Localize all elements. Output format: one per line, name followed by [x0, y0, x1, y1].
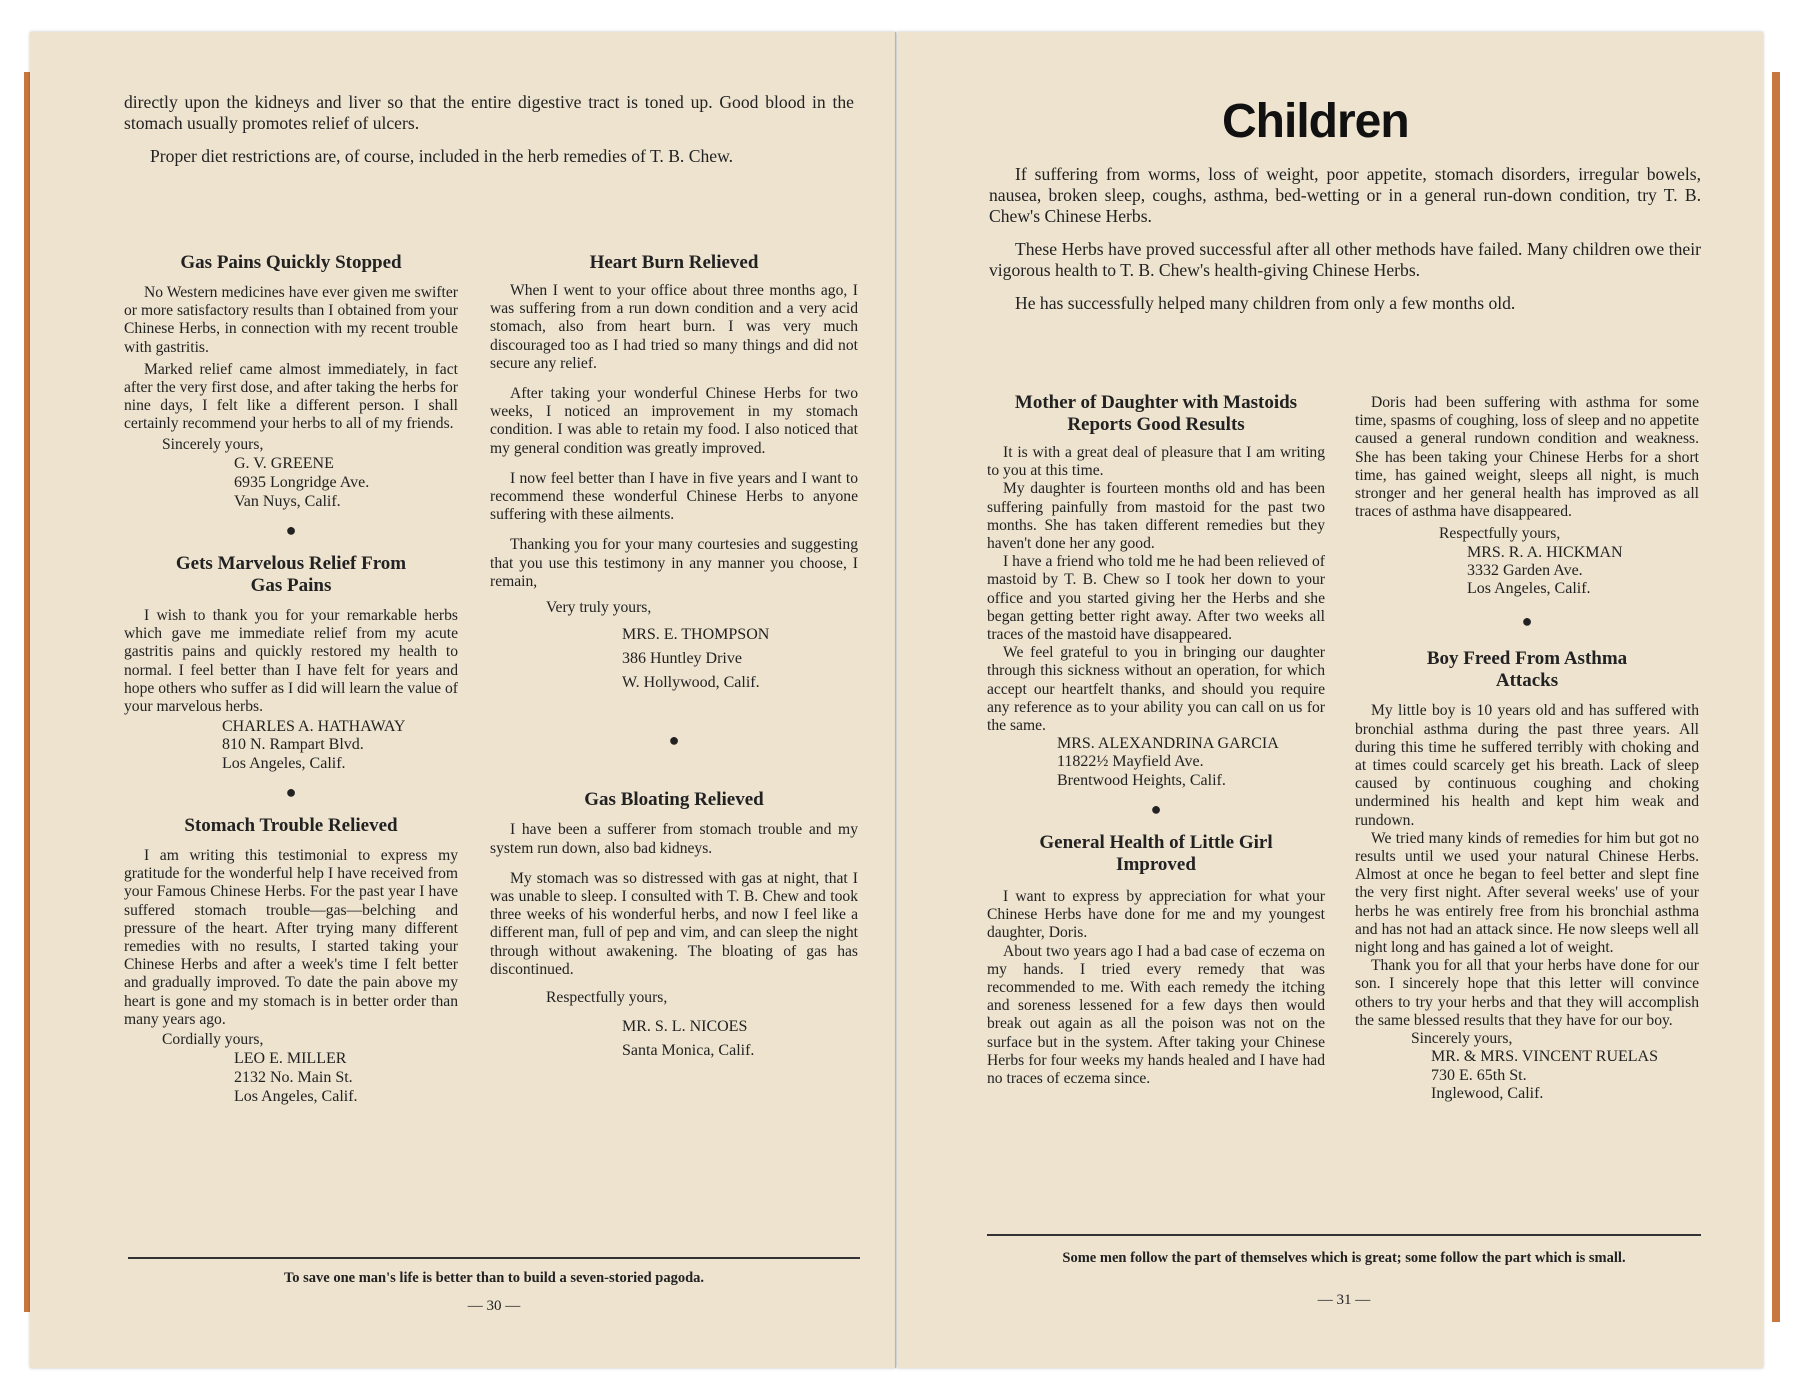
booklet-spread — [30, 32, 1770, 1368]
testimonial-paragraph: Thanking you for your many courtesies and suggesting that you use this testimony in any manner you choose, I remain, — [490, 536, 858, 590]
testimonial-paragraph: Marked relief came almost immediately, in fact after the very first dose, and after taking the herbs for nine days, I felt like a different person. I shall certainly recommend your herbs to all of my friends. — [124, 360, 458, 433]
testimonial-signer: MR. S. L. NICOES — [622, 1018, 748, 1036]
testimonial-paragraph: My little boy is 10 years old and has suffered with bronchial asthma during the past three years. All during this time he suffered terribly with choking and at times could scarcely get his breath. Lack of sleep caused by continuous coughing and choking undermined his health and kept him weak and rundown. — [1355, 702, 1699, 829]
testimonial-address: 810 N. Rampart Blvd. — [222, 736, 364, 754]
page-31 — [897, 32, 1763, 1368]
testimonial-paragraph: Doris had been suffering with asthma for some time, spasms of coughing, loss of sleep and no appetite caused a general rundown condition and weakness. She has been taking your Chinese Herbs for a short time, has gained weight, sleeps all night, is much stronger and her general health has improved as all traces of asthma have disappeared. — [1355, 394, 1699, 521]
testimonial-paragraph: Thank you for all that your herbs have done for our son. I sincerely hope that this letter will convince others to try your herbs and that they will accomplish the same blessed results that they have for our boy. — [1355, 957, 1699, 1029]
testimonial — [490, 789, 858, 1063]
testimonial-paragraph: We feel grateful to you in bringing our daughter through this sickness without an operation, for which accept our heartfelt thanks, and should you require any reference as to your ability you can call on us for the same. — [987, 644, 1325, 735]
testimonial-address: Brentwood Heights, Calif. — [1057, 771, 1226, 789]
page-footer-quote: To save one man's life is better than to build a seven-storied pagoda. — [283, 1270, 705, 1286]
testimonial-address: Inglewood, Calif. — [1431, 1084, 1544, 1102]
testimonial-signer: LEO E. MILLER — [234, 1050, 347, 1068]
testimonial-title: Stomach Trouble Relieved — [184, 815, 398, 837]
testimonial-title: Heart Burn Relieved — [589, 252, 759, 273]
testimonial-title: Gets Marvelous Relief From Gas Pains — [175, 553, 407, 597]
page-footer-quote: Some men follow the part of themselves which is great; some follow the part which is small. — [1062, 1250, 1626, 1266]
testimonial-signer: MRS. ALEXANDRINA GARCIA — [1057, 735, 1279, 753]
testimonial-closing: Very truly yours, — [546, 599, 652, 617]
testimonial — [124, 553, 458, 773]
testimonial-closing: Cordially yours, — [162, 1031, 264, 1049]
testimonial-address: Los Angeles, Calif. — [234, 1088, 358, 1106]
testimonial-address: 386 Huntley Drive — [622, 650, 742, 668]
left-intro — [124, 92, 854, 167]
testimonial-paragraph: My stomach was so distressed with gas at night, that I was unable to sleep. I consulted with T. B. Chew and took three weeks of his wonderful herbs, and now I feel like a different man, full of pep and vim, and can sleep the night through without awakening. The bloating of gas has discontinued. — [490, 869, 858, 978]
left-page-column-1 — [124, 252, 458, 1106]
footer-rule — [987, 1234, 1701, 1236]
testimonial-signer: MR. & MRS. VINCENT RUELAS — [1431, 1048, 1658, 1066]
cover-edge-right — [1772, 72, 1780, 1322]
testimonial-address: 3332 Garden Ave. — [1467, 561, 1583, 579]
intro-paragraph: He has successfully helped many children from only a few months old. — [1015, 293, 1516, 313]
testimonial-paragraph: I want to express by appreciation for what your Chinese Herbs have done for me and my youngest daughter, Doris. — [987, 888, 1325, 942]
testimonial-signer: MRS. E. THOMPSON — [622, 626, 770, 644]
intro-paragraph: If suffering from worms, loss of weight, poor appetite, stomach disorders, irregular bowels, nausea, broken sleep, coughs, asthma, bed-wetting or in a general run-down condition, try T. B. Chew's Chinese Herbs. — [989, 164, 1701, 226]
section-title: Children — [1222, 95, 1409, 148]
testimonial-address: 6935 Longridge Ave. — [234, 473, 370, 491]
testimonial — [1355, 648, 1699, 1102]
testimonial — [987, 832, 1325, 1088]
testimonial-closing: Sincerely yours, — [162, 435, 264, 453]
testimonial — [490, 252, 858, 695]
testimonial-title: Boy Freed From Asthma Attacks — [1426, 648, 1628, 692]
testimonial-paragraph: I have been a sufferer from stomach trouble and my system run down, also bad kidneys. — [490, 821, 858, 857]
testimonial-title: Gas Pains Quickly Stopped — [180, 252, 402, 273]
testimonial-signer: G. V. GREENE — [234, 454, 334, 472]
separator-dot: ● — [1521, 611, 1533, 632]
testimonial — [124, 252, 458, 511]
right-page-column-1 — [987, 392, 1325, 1088]
testimonial-address: Los Angeles, Calif. — [1467, 580, 1591, 598]
testimonial-paragraph: No Western medicines have ever given me swifter or more satisfactory results than I obtained from your Chinese Herbs, in connection with my recent trouble with gastritis. — [124, 284, 458, 356]
testimonial-address: W. Hollywood, Calif. — [622, 674, 760, 692]
testimonial — [124, 815, 458, 1106]
testimonial-paragraph: I am writing this testimonial to express my gratitude for the wonderful help I have received from your Famous Chinese Herbs. For the past year I have suffered stomach trouble—gas—belching and pressure of the heart. After trying many different remedies with no results, I started taking your Chinese Herbs and after a week's time I felt better and gradually improved. To date the pain above my heart is gone and my stomach is in better order than many years ago. — [124, 847, 458, 1028]
page-number: — 31 — — [1317, 1292, 1371, 1308]
footer-rule — [128, 1257, 860, 1259]
testimonial-paragraph: About two years ago I had a bad case of eczema on my hands. I tried every remedy that was recommended to me. With each remedy the itching and soreness lessened for a few days then would break out again as all the poison was not on the surface but in the system. After taking your Chinese Herbs for four weeks my hands healed and I have had no traces of eczema since. — [987, 942, 1325, 1088]
right-intro — [989, 164, 1701, 314]
testimonial-address: 730 E. 65th St. — [1431, 1066, 1527, 1084]
testimonial-paragraph: My daughter is fourteen months old and has been suffering painfully from mastoid for the past two months. She has taken different remedies but they haven't done her any good. — [987, 480, 1325, 553]
testimonial-closing: Sincerely yours, — [1411, 1030, 1513, 1048]
intro-paragraph: Proper diet restrictions are, of course, included in the herb remedies of T. B. Chew. — [150, 146, 734, 166]
separator-dot: ● — [285, 519, 297, 540]
testimonial-closing: Respectfully yours, — [1439, 525, 1561, 543]
testimonial-address: Van Nuys, Calif. — [234, 492, 341, 510]
testimonial-address: Los Angeles, Calif. — [222, 754, 346, 772]
testimonial-paragraph: I now feel better than I have in five years and I want to recommend these wonderful Chinese Herbs to anyone suffering with these ailments. — [490, 469, 858, 524]
testimonial — [1355, 394, 1699, 598]
testimonial-title: Gas Bloating Relieved — [584, 789, 764, 811]
right-page-column-2 — [1355, 394, 1699, 1103]
testimonial — [987, 392, 1325, 790]
testimonial-address: Santa Monica, Calif. — [622, 1042, 755, 1060]
separator-dot: ● — [285, 781, 297, 802]
testimonial-address: 11822½ Mayfield Ave. — [1057, 753, 1204, 771]
testimonial-paragraph: I wish to thank you for your remarkable herbs which gave me immediate relief from my acute gastritis pains and quickly restored my health to normal. I feel better than I have felt for years and hope others who suffer as I did will learn the value of your marvelous herbs. — [124, 607, 458, 716]
testimonial-paragraph: We tried many kinds of remedies for him but got no results until we used your natural Chinese Herbs. Almost at once he began to feel better and slept fine the very first night. After several weeks' use of your herbs he was entirely free from his bronchial asthma and has not had an attack since. He now sleeps well all night long and has gained a lot of weight. — [1355, 829, 1699, 957]
testimonial-paragraph: I have a friend who told me he had been relieved of mastoid by T. B. Chew so I took her down to your office and you started giving her the Herbs and she began getting better right away. After two weeks all traces of the mastoid have disappeared. — [987, 553, 1325, 644]
intro-paragraph: These Herbs have proved successful after all other methods have failed. Many children owe their vigorous health to T. B. Chew's health-giving Chinese Herbs. — [989, 239, 1701, 280]
testimonial-title: General Health of Little Girl Improved — [1039, 832, 1273, 876]
separator-dot: ● — [1150, 798, 1162, 819]
intro-paragraph: directly upon the kidneys and liver so that the entire digestive tract is toned up. Good blood in the stomach usually promotes relief of ulcers. — [124, 92, 854, 133]
testimonial-signer: MRS. R. A. HICKMAN — [1467, 543, 1623, 561]
left-page-column-2 — [490, 252, 858, 1063]
separator-dot: ● — [668, 730, 680, 751]
testimonial-title: Mother of Daughter with Mastoids Reports Good Results — [1014, 392, 1298, 435]
testimonial-address: 2132 No. Main St. — [234, 1069, 353, 1087]
testimonial-paragraph: After taking your wonderful Chinese Herbs for two weeks, I noticed an improvement in my stomach condition. I was able to retain my food. I also noticed that my general condition was greatly improved. — [490, 385, 858, 457]
page-30 — [30, 32, 896, 1368]
testimonial-paragraph: When I went to your office about three months ago, I was suffering from a run down condition and a very acid stomach, also from heart burn. I was very much discouraged too as I had tried so many things and did not secure any relief. — [490, 282, 858, 372]
testimonial-closing: Respectfully yours, — [546, 989, 668, 1007]
testimonial-signer: CHARLES A. HATHAWAY — [222, 718, 406, 736]
testimonial-paragraph: It is with a great deal of pleasure that I am writing to you at this time. — [987, 444, 1325, 480]
page-number: — 30 — — [467, 1298, 521, 1314]
